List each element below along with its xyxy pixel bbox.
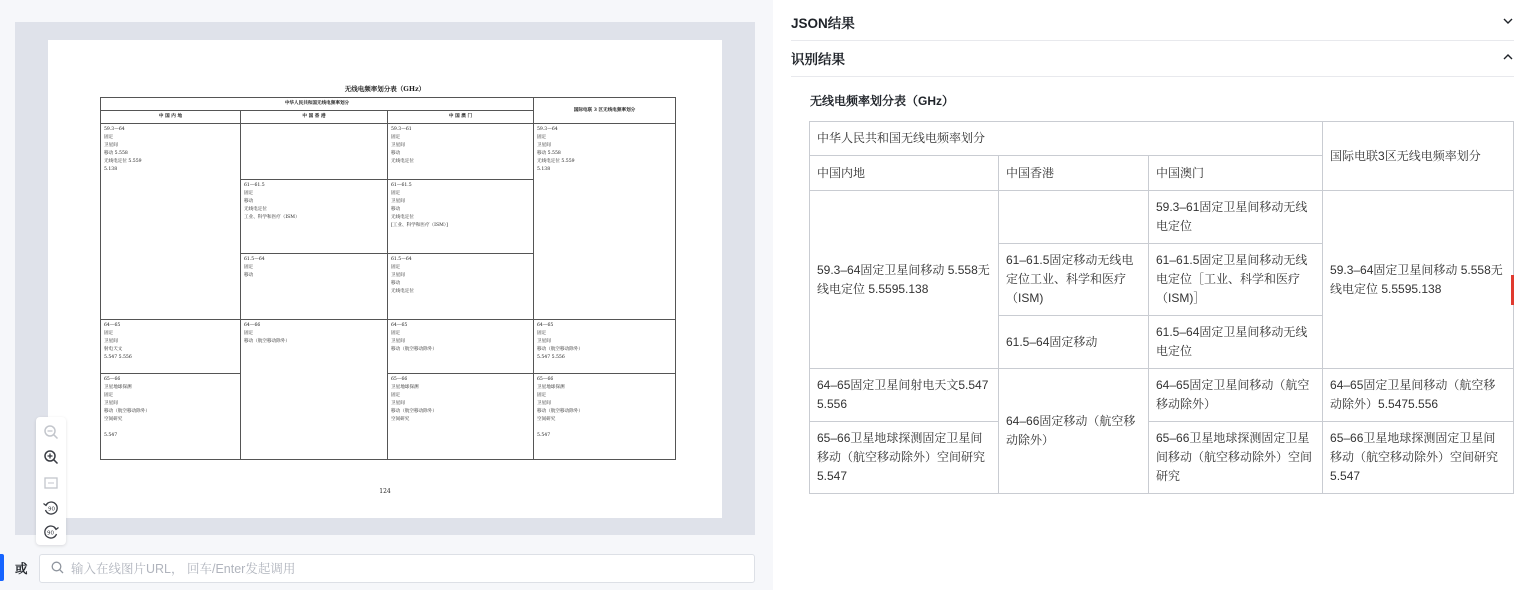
table-cell: 61–61.5固定卫星间移动无线电定位［工业、科学和医疗（ISM)］ (1149, 244, 1323, 316)
fit-page-icon[interactable] (42, 474, 60, 492)
result-col-hk: 中国香港 (999, 156, 1149, 191)
table-cell: 59.3–64固定卫星间移动 5.558无线电定位 5.5595.138 (1323, 191, 1514, 369)
doc-cell: 64—65 固定 卫星间 移动（航空移动除外） 5.547 5.556 (534, 320, 676, 374)
result-col-macau: 中国澳门 (1149, 156, 1323, 191)
active-tab-indicator (0, 554, 4, 581)
zoom-out-icon[interactable] (42, 423, 60, 441)
doc-itu-header: 国际电联 3 区无线电频率划分 (534, 98, 676, 124)
document-page (48, 40, 722, 518)
rotate-left-icon[interactable] (42, 499, 60, 517)
doc-cell (241, 124, 388, 180)
document-viewer[interactable] (15, 22, 755, 535)
or-label: 或 (15, 561, 28, 576)
doc-cell: 61.5—64 固定 移动 (241, 254, 388, 320)
rotate-left-label: 90 (48, 506, 55, 513)
doc-col-hk: 中 国 香 港 (241, 111, 388, 124)
doc-cell: 64—65 固定 卫星间 移动（航空移动除外） (388, 320, 534, 374)
document-table (100, 97, 676, 460)
search-icon (51, 559, 64, 578)
rotate-right-label: 90 (47, 530, 54, 537)
result-itu-header: 国际电联3区无线电频率划分 (1323, 122, 1514, 191)
doc-cell: 65—66 卫星地球探测 固定 卫星间 移动（航空移动除外） 空间研究 (388, 374, 534, 460)
document-title: 无线电频率划分表（GHz） (344, 85, 426, 93)
table-cell: 65–66卫星地球探测固定卫星间移动（航空移动除外）空间研究5.547 (810, 422, 999, 494)
ocr-result-label: 识别结果 (791, 51, 845, 67)
url-input-box[interactable] (39, 554, 755, 583)
result-panel (791, 0, 1514, 590)
ocr-result-header[interactable] (791, 39, 1514, 77)
result-col-mainland: 中国内地 (810, 156, 999, 191)
rotate-right-icon[interactable] (42, 523, 60, 541)
viewer-toolbar (36, 417, 66, 545)
doc-col-macau: 中 国 澳 门 (388, 111, 534, 124)
doc-cell: 64—65 固定 卫星间 射电天文 5.547 5.556 (101, 320, 241, 374)
doc-cell: 59.3—64 固定 卫星间 移动 5.558 无线电定位 5.559 5.138 (101, 124, 241, 320)
doc-cell: 61—61.5 固定 移动 无线电定位 工业、科学和医疗（ISM） (241, 180, 388, 254)
url-input-row (0, 553, 773, 583)
table-cell: 61.5–64固定移动 (999, 316, 1149, 369)
json-result-header[interactable] (791, 3, 1514, 41)
table-cell: 59.3–64固定卫星间移动 5.558无线电定位 5.5595.138 (810, 191, 999, 369)
doc-group-header: 中华人民共和国无线电频率划分 (101, 98, 534, 111)
image-url-input[interactable] (71, 562, 671, 576)
table-cell (999, 191, 1149, 244)
chevron-up-icon[interactable] (1502, 48, 1514, 67)
result-table-title: 无线电频率划分表（GHz） (810, 94, 955, 108)
table-cell: 65–66卫星地球探测固定卫星间移动（航空移动除外）空间研究5.547 (1323, 422, 1514, 494)
doc-col-mainland: 中 国 内 地 (101, 111, 241, 124)
table-cell: 64–65固定卫星间移动（航空移动除外）5.5475.556 (1323, 369, 1514, 422)
json-result-label: JSON结果 (791, 15, 855, 31)
doc-cell: 65—66 卫星地球探测 固定 卫星间 移动（航空移动除外） 空间研究 5.547 (101, 374, 241, 460)
doc-cell: 61—61.5 固定 卫星间 移动 无线电定位 [工业、科学和医疗（ISM）] (388, 180, 534, 254)
table-cell: 64–65固定卫星间射电天文5.547 5.556 (810, 369, 999, 422)
table-cell: 59.3–61固定卫星间移动无线电定位 (1149, 191, 1323, 244)
doc-cell: 65—66 卫星地球探测 固定 卫星间 移动（航空移动除外） 空间研究 5.547 (534, 374, 676, 460)
doc-cell: 59.3—61 固定 卫星间 移动 无线电定位 (388, 124, 534, 180)
table-cell: 61.5–64固定卫星间移动无线电定位 (1149, 316, 1323, 369)
table-cell: 61–61.5固定移动无线电定位工业、科学和医疗（ISM) (999, 244, 1149, 316)
table-cell: 64–65固定卫星间移动（航空移动除外） (1149, 369, 1323, 422)
page-number: 124 (379, 488, 391, 495)
doc-cell: 61.5—64 固定 卫星间 移动 无线电定位 (388, 254, 534, 320)
doc-cell: 59.3—64 固定 卫星间 移动 5.558 无线电定位 5.559 5.138 (534, 124, 676, 320)
chevron-down-icon[interactable] (1502, 12, 1514, 31)
result-group-header: 中华人民共和国无线电频率划分 (810, 122, 1323, 156)
result-table (809, 121, 1514, 494)
doc-cell: 64—66 固定 移动（航空移动除外） (241, 320, 388, 460)
table-cell: 65–66卫星地球探测固定卫星间移动（航空移动除外）空间研究 (1149, 422, 1323, 494)
zoom-in-icon[interactable] (42, 448, 60, 466)
table-cell: 64–66固定移动（航空移动除外） (999, 369, 1149, 494)
